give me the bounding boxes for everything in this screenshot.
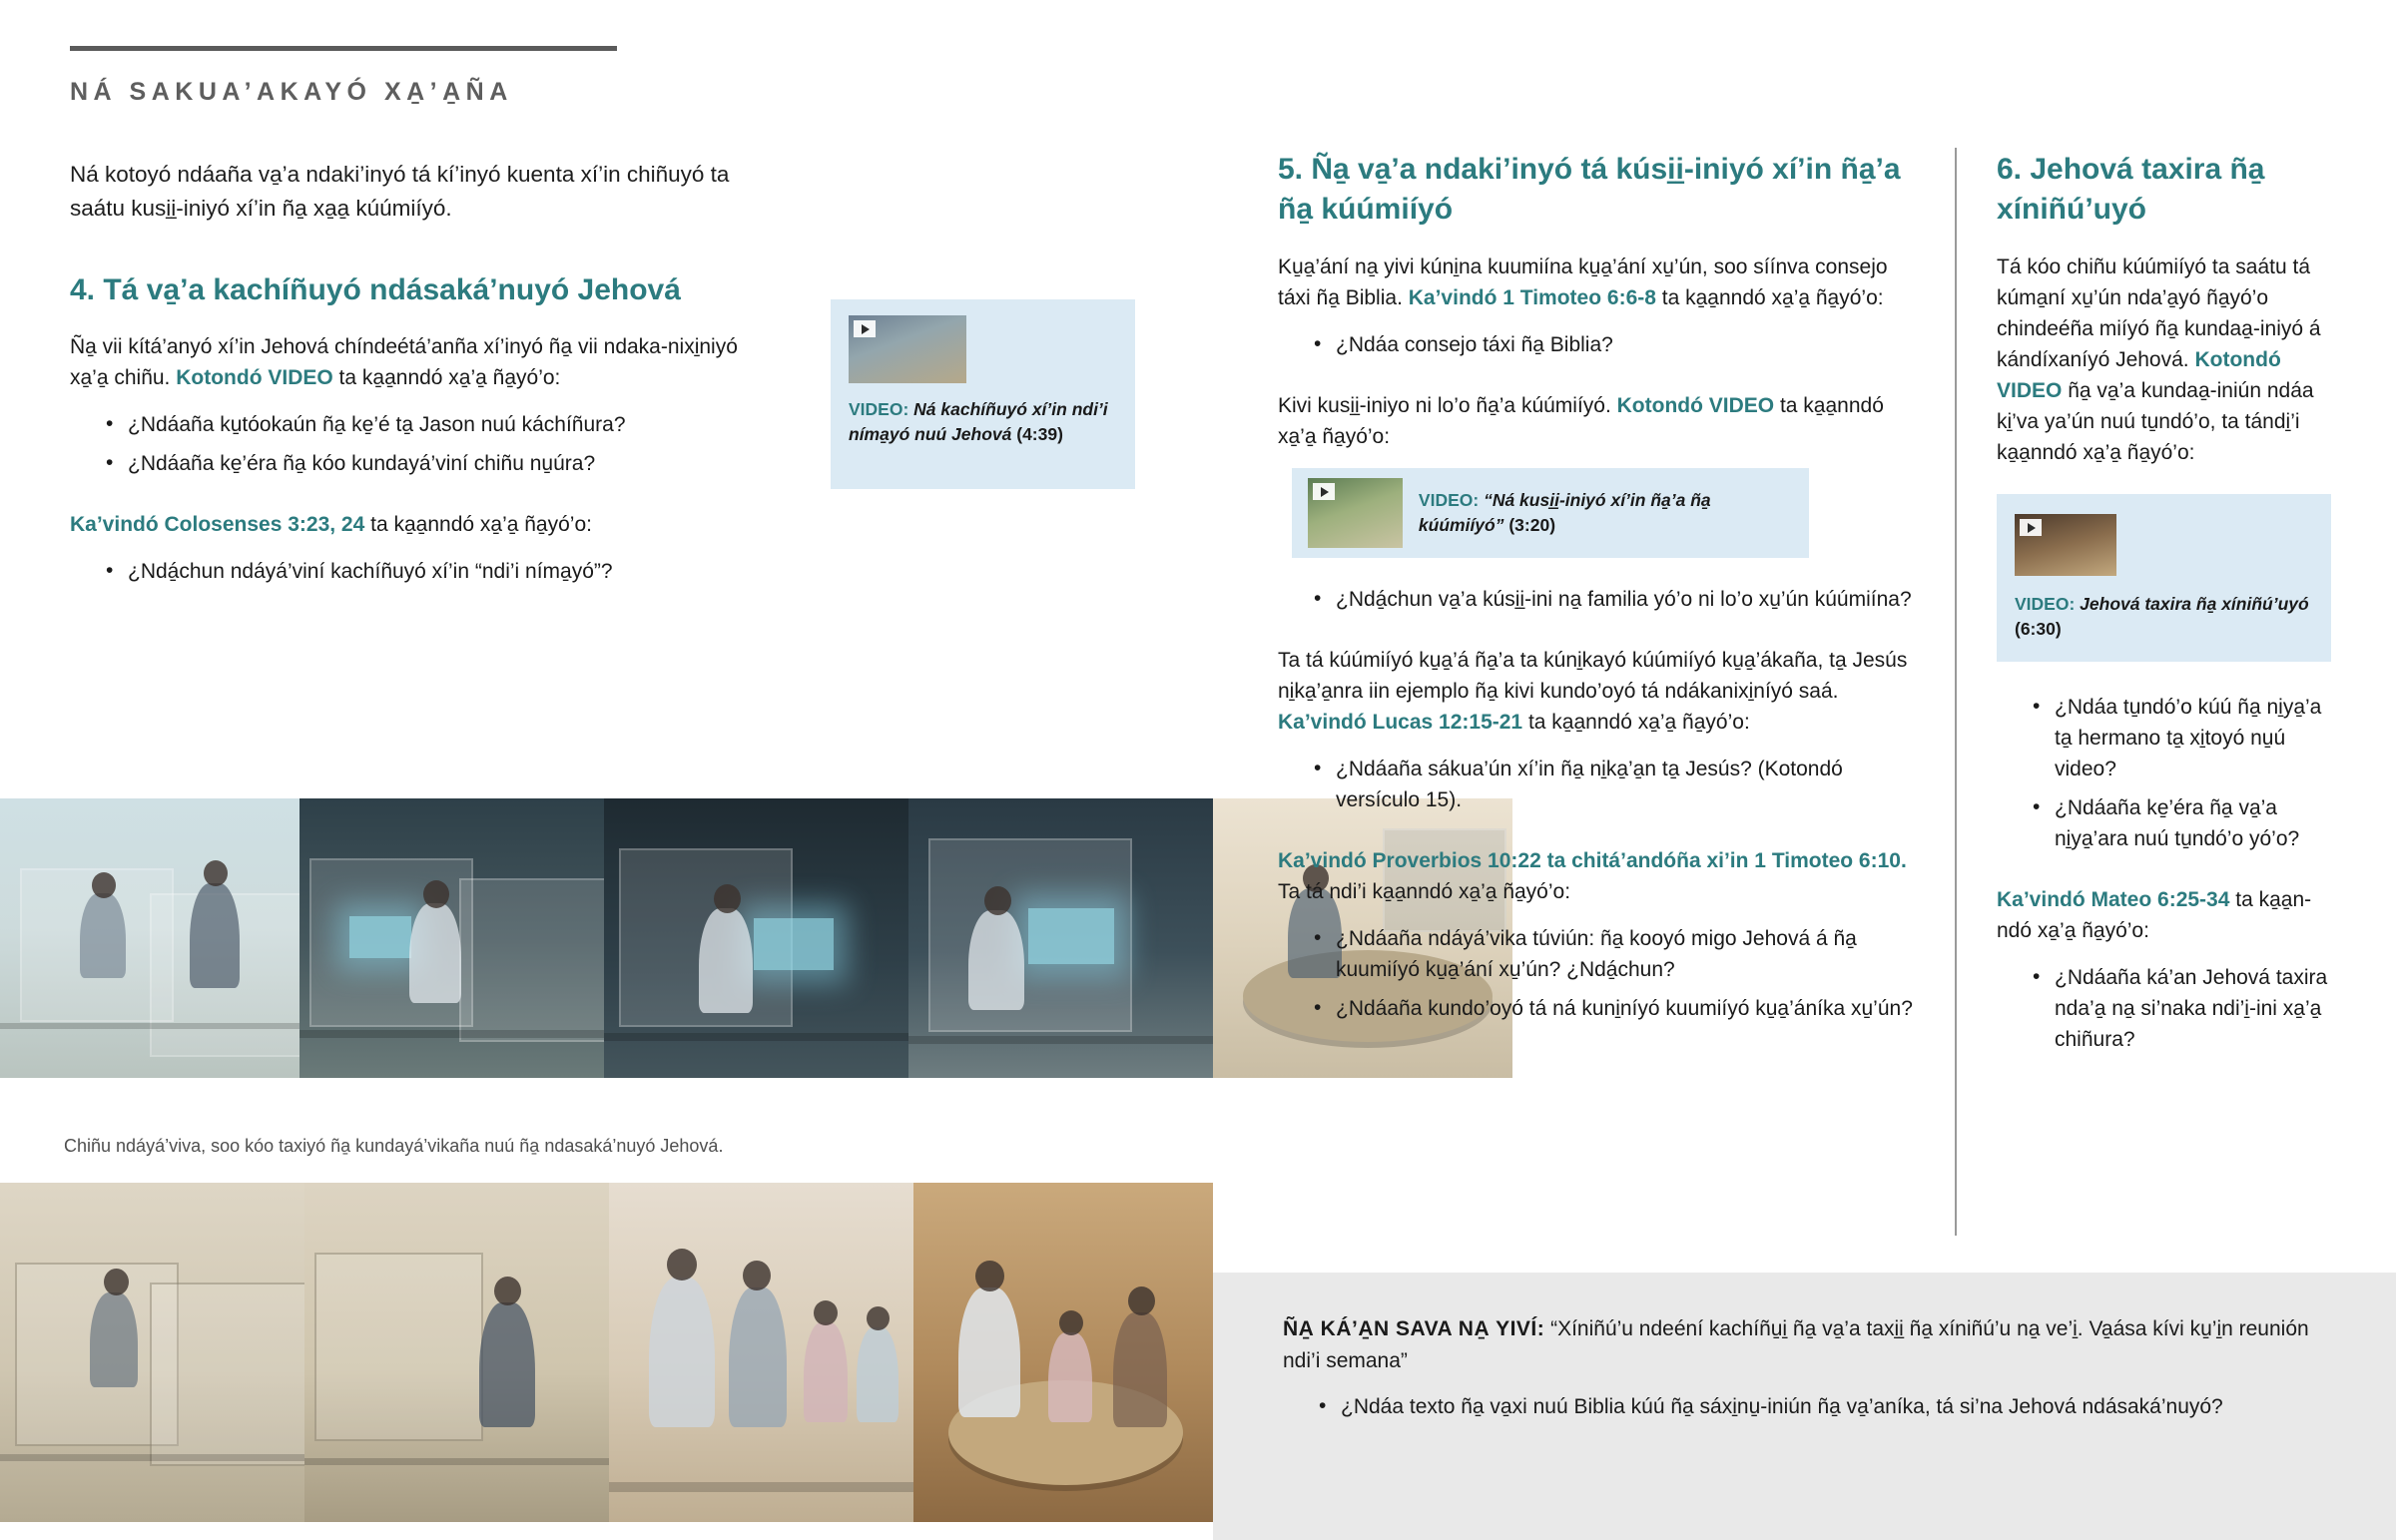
section-4-paragraph-1 [70,331,769,393]
section-6-scripture-paragraph [1997,884,2331,946]
footer-question-list [1283,1391,2311,1422]
section-5-paragraph-1 [1278,252,1917,313]
illustration-strip-bottom [0,1183,1213,1522]
column-two [1278,150,1917,1054]
column-divider [1955,148,1957,1236]
illustration-office-7 [304,1183,609,1522]
play-icon[interactable] [2020,519,2042,536]
video-caption [1419,488,1793,538]
s5-video-link[interactable]: Kotondó VIDEO [1616,394,1775,417]
video-duration: (6:30) [2015,619,2062,639]
illustration-family-meeting [609,1183,913,1522]
video-thumbnail[interactable] [1308,478,1403,548]
video-title: Ná kachíñuyó xí’in ndi’i níma̱yó nuú Jehová [849,399,1108,444]
video-duration: (4:39) [1016,424,1063,444]
play-icon[interactable] [1313,483,1335,500]
section-5-question-list-2 [1278,584,1917,615]
video-duration: (3:20) [1508,515,1556,535]
s6-scripture-link[interactable]: Ka’vindó Mateo 6:25-34 [1997,888,2230,911]
video-box-section-5[interactable] [1292,468,1809,558]
illustration-office-6 [0,1183,304,1522]
video-label: VIDEO: [849,399,909,419]
footer-title: ÑA̱ KÁ’A̱N SAVA NA̱ YIVÍ: [1283,1317,1545,1340]
video-box-section-6[interactable] [1997,494,2331,662]
s6-p1-text-b: ña̱ va̱’a kundaa̱-iniún ndáa ki̱’va ya’ún nuú tu̱ndó’o, ta tándi̱’i ka̱a̱nndó xa̱’a̱ ña̱yó’o: [1997,379,2314,464]
video-thumbnail[interactable] [849,315,966,383]
illustration-office-2 [300,798,604,1078]
s4-scripture-link[interactable]: Ka’vindó Colosenses 3:23, 24 [70,513,365,536]
section-5-paragraph-4 [1278,845,1917,907]
list-item: • ¿Ndáa tu̱ndó’o kúú ña̱ ni̱ya̱’a ta̱ hermano ta̱ xi̱toyó nu̱ú video? [2033,692,2331,784]
play-icon[interactable] [854,320,876,337]
list-item: • ¿Ndáaña ku̱tóokaún ña̱ ke̱’é ta̱ Jason nuú káchíñura? [106,409,769,440]
s5-scripture-link-3[interactable]: Ka’vindó Proverbios 10:22 ta chitá’andóña xi’in 1 Timoteo 6:10. [1278,849,1907,872]
s4-scripture-rest: ta ka̱a̱nndó xa̱’a̱ ña̱yó’o: [364,513,592,536]
section-4-heading: 4. Tá va̱’a kachíñuyó ndásaká’nuyó Jehová [70,273,681,306]
s6-scripture-rest: ta ka̱a̱n-ndó xa̱’a̱ ña̱yó’o: [1997,888,2312,942]
video-label: VIDEO: [1418,490,1480,510]
section-6-heading: 6. Jehová taxira ña̱ xíniñú’uyó [1997,153,2265,226]
video-title: Jehová taxira ña̱ xíniñú’uyó [2080,594,2309,614]
illustration-office-3 [604,798,908,1078]
section-6-question-list-1 [1997,692,2331,854]
section-4-scripture-paragraph [70,509,769,540]
s5-scripture-link-2[interactable]: Ka’vindó Lucas 12:15-21 [1278,711,1523,734]
s5-p4-rest: Ta tá ndi’i ka̱a̱nndó xa̱’a̱ ña̱yó’o: [1278,880,1571,903]
header-rule [70,46,617,51]
s4-p1-text-b: ta ka̱a̱nndó xa̱’a̱ ña̱yó’o: [332,366,561,389]
column-one [70,158,769,617]
video-label: VIDEO: [2015,594,2076,614]
video-caption [2015,592,2313,642]
intro-paragraph: Ná kotoyó ndáaña va̱’a ndaki’inyó tá kí’inyó kuenta xí’in chiñuyó ta saátu kusi̱i̱-iniyó xí’in ña̱ xa̱a̱ kúúmiíyó. [70,162,730,221]
illustration-office-4 [908,798,1213,1078]
video-thumbnail[interactable] [2015,514,2116,576]
list-item: • ¿Ndáaña ndáyá’vika túviún: ña̱ kooyó migo Jehová á ña̱ kuumiíyó ku̱a̱’ání xu̱’ún? ¿Ndá̱chun? [1314,923,1917,985]
list-item: • ¿Ndáa consejo táxi ña̱ Biblia? [1314,329,1917,360]
video-title: “Ná kusi̱i̱-iniyó xí’in ña̱’a ña̱ kúúmiíyó” [1418,490,1711,535]
section-6-paragraph-1 [1997,252,2331,468]
s6-p1-text-a: Tá kóo chiñu kúúmiíyó ta saátu tá kúma̱ní xu̱’ún nda’a̱yó ña̱yó’o chindeéña miíyó ña̱ kundaa̱-iniyó á kándíxaníyó Jehová. [1997,256,2321,371]
list-item: • ¿Ndáaña ke̱’éra ña̱ va̱’a ni̱ya̱’ara nuú tu̱ndó’o yó’o? [2033,792,2331,854]
list-item: • ¿Ndáa texto ña̱ va̱xi nuú Biblia kúú ña̱ sáxi̱nu̱-iniún ña̱ va̱’aníka, tá si’na Jehová ndásaká’nuyó? [1319,1391,2311,1422]
section-5-paragraph-3 [1278,645,1917,738]
footer-quote: “Xíniñú’u ndeéní kachíñu̱i̱ ña̱ va̱’a taxi̱i̱ ña̱ xíniñú’u na̱ ve’i̱. Va̱ása kívi ku̱’i̱n reunión ndi’i semana” [1283,1317,2309,1372]
s5-p3-text-a: Ta tá kúúmiíyó ku̱a̱’á ña̱’a ta kúni̱kayó kúúmiíyó ku̱a̱’ákaña, ta̱ Jesús ni̱ka̱’a̱nra iin ejemplo ña̱ kivi kundo’oyó tá ndákanixi̱níyó saá. [1278,649,1908,703]
s5-p2-text-a: Kivi kusi̱i̱-iniyo ni lo’o ña̱’a kúúmiíyó. [1278,394,1617,417]
s4-video-link[interactable]: Kotondó VIDEO [176,366,333,389]
section-5-heading: 5. Ña̱ va̱’a ndaki’inyó tá kúsi̱i̱-iniyó xí’in ña̱’a ña̱ kúúmiíyó [1278,153,1901,226]
section-5-question-list-4 [1278,923,1917,1024]
section-5-question-list-1 [1278,329,1917,360]
s5-p2-text-b: ta ka̱a̱nndó xa̱’a̱ ña̱yó’o: [1278,394,1884,448]
list-item: • ¿Ndáaña sákua’ún xí’in ña̱ ni̱ka̱’a̱n ta̱ Jesús? (Kotondó versículo 15). [1314,754,1917,815]
section-6-question-list-2 [1997,962,2331,1055]
section-4-question-list-1 [70,409,769,479]
illustration-caption: Chiñu ndáyá’viva, soo kóo taxiyó ña̱ kundayá’vikaña nuú ña̱ ndasaká’nuyó Jehová. [64,1136,724,1156]
section-4-question-list-2 [70,556,769,587]
video-box-section-4[interactable] [831,299,1135,489]
list-item: • ¿Ndá̱chun ndáyá’viní kachíñuyó xí’in “ndi’i níma̱yó”? [106,556,769,587]
page-title: NÁ SAKUA’AKAYÓ XA̱’A̱ÑA [70,78,513,106]
column-three [1997,150,2331,1085]
illustration-strip-top [0,798,1213,1078]
s5-p1-text-b: ta ka̱a̱nndó xa̱’a̱ ña̱yó’o: [1655,286,1884,309]
list-item: • ¿Ndá̱chun va̱’a kúsi̱i̱-ini na̱ familia yó’o ni lo’o xu̱’ún kúúmiína? [1314,584,1917,615]
section-5-question-list-3 [1278,754,1917,815]
list-item: • ¿Ndáaña kundo’oyó tá ná kuni̱níyó kuumiíyó ku̱a̱’áníka xu̱’ún? [1314,993,1917,1024]
illustration-office-1 [0,798,300,1078]
video-caption [849,397,1117,447]
s5-p3-text-b: ta ka̱a̱nndó xa̱’a̱ ña̱yó’o: [1522,711,1750,734]
section-5-paragraph-2 [1278,390,1917,452]
illustration-family-meal [913,1183,1213,1522]
s5-p1-text-a: Ku̱a̱’ání na̱ yivi kúni̱na kuumiína ku̱a̱’ání xu̱’ún, soo síínva consejo táxi ña̱ Biblia. [1278,256,1888,309]
s5-scripture-link-1[interactable]: Ka’vindó 1 Timoteo 6:6-8 [1408,286,1656,309]
s6-video-link[interactable]: Kotondó VIDEO [1997,348,2281,402]
list-item: • ¿Ndáaña ke̱’éra ña̱ kóo kundayá’viní chiñu nu̱úra? [106,448,769,479]
footer-content [1283,1313,2311,1422]
s4-p1-text-a: Ña̱ vii kítá’anyó xí’in Jehová chíndeétá’anña xí’inyó ña̱ vii ndaka-nixi̱niyó xa̱’a̱ chiñu. [70,335,738,389]
footer-lead-paragraph [1283,1313,2311,1377]
list-item: • ¿Ndáaña ká’an Jehová taxira nda’a̱ na̱ si’naka ndi’i̱-ini xa̱’a̱ chiñura? [2033,962,2331,1055]
